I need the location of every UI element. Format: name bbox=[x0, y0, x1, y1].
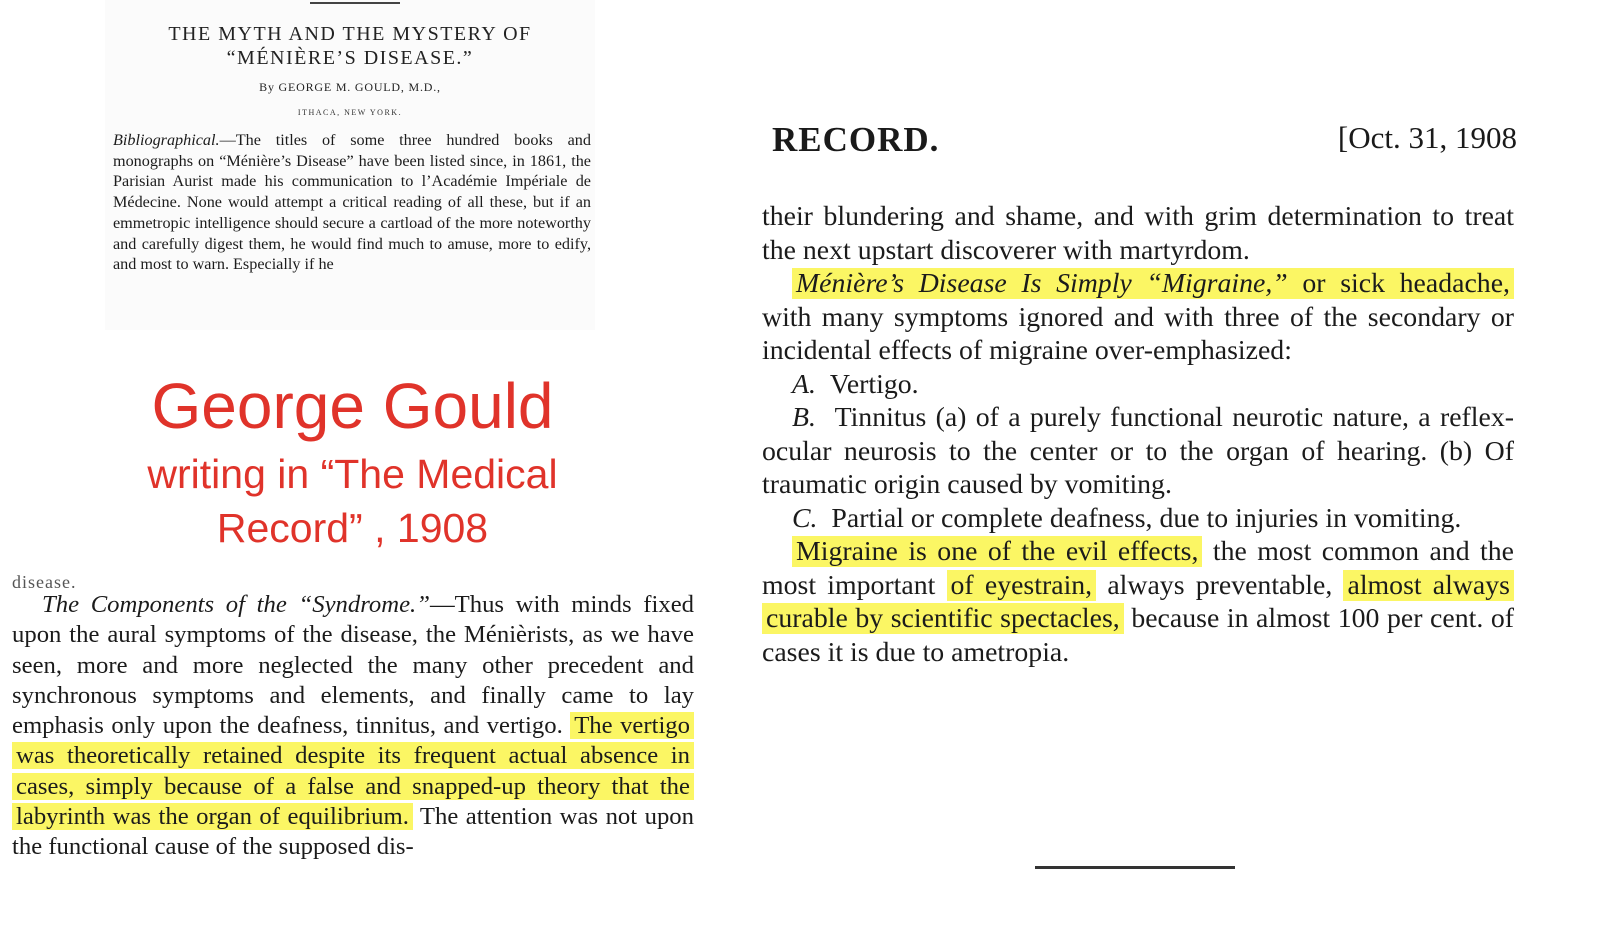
page-body bbox=[762, 200, 1514, 669]
thesis-highlight-rest: or sick headache, bbox=[1287, 268, 1510, 299]
journal-name: RECORD. bbox=[772, 120, 940, 159]
list-label-b: B. bbox=[792, 402, 816, 433]
list-item-a bbox=[762, 368, 1514, 402]
evil-effects-highlight: Migraine is one of the evil effects, bbox=[792, 536, 1202, 567]
eyestrain-text-3: because in almost 100 per cent. of cases it is due to ametropia. bbox=[762, 603, 1514, 668]
eyestrain-text-2: always preventable, bbox=[1096, 569, 1344, 601]
article-title bbox=[105, 22, 595, 70]
caption-line1: writing in “The Medical bbox=[147, 451, 558, 497]
list-label-a: A. bbox=[792, 368, 816, 400]
syndrome-text-2: The attention was not upon the functional cause of the supposed dis- bbox=[12, 803, 694, 861]
article-title-line2: “MÉNIÈRE’S DISEASE.” bbox=[226, 47, 474, 69]
article-byline: By GEORGE M. GOULD, M.D., bbox=[259, 80, 441, 94]
list-item-b bbox=[762, 401, 1514, 502]
syndrome-text-1: —Thus with minds fixed upon the aural symptoms of the disease, the Ménièrists, as we have seen, more and more neglected the many other precedent and synchronous symptoms and elements, and finally came to lay emphasis only upon the deafness, tinnitus, and vertigo. bbox=[12, 591, 694, 740]
thesis-highlight-italic: Ménière’s Disease Is Simply “Migraine,” bbox=[796, 268, 1288, 299]
bibliographical-lead: Bibliographical. bbox=[113, 131, 220, 149]
paragraph-martyrdom: their blundering and shame, and with grim determination to treat the next upstart discoverer with martyrdom. bbox=[762, 201, 1514, 266]
spectacles-highlight: almost always curable by scientific spectacles, bbox=[762, 570, 1514, 635]
caption bbox=[100, 365, 605, 555]
eyestrain-highlight: of eyestrain, bbox=[947, 570, 1097, 601]
list-text-c: Partial or complete deafness, due to injuries in vomiting. bbox=[831, 502, 1462, 534]
syndrome-lead: The Components of the “Syndrome.” bbox=[42, 591, 430, 618]
caption-name: George Gould bbox=[151, 370, 554, 442]
issue-date: [Oct. 31, 1908 bbox=[1337, 120, 1517, 155]
article-place: ITHACA, NEW YORK. bbox=[297, 108, 403, 117]
article-header-excerpt bbox=[105, 0, 595, 330]
cut-off-line: disease. bbox=[12, 572, 77, 592]
caption-line2: Record” , 1908 bbox=[216, 505, 489, 551]
thesis-highlight bbox=[792, 268, 1514, 299]
medical-record-page bbox=[745, 100, 1600, 944]
list-item-c bbox=[762, 502, 1514, 536]
eyestrain-text-1: the most common and the most important bbox=[762, 536, 1514, 601]
list-label-c: C. bbox=[792, 502, 818, 534]
article-title-line1: THE MYTH AND THE MYSTERY OF bbox=[168, 23, 532, 45]
bibliographical-paragraph bbox=[113, 130, 591, 275]
vertigo-highlight: The vertigo was theoretically retained despite its frequent actual absence in cases, simply because of a false and snapped-up theory that the labyrinth was the organ of equilibrium. bbox=[12, 712, 694, 830]
syndrome-paragraph bbox=[12, 590, 694, 863]
thesis-rest: with many symptoms ignored and with three of the secondary or incidental effects of migraine over-emphasized: bbox=[762, 301, 1514, 366]
bibliographical-text: —The titles of some three hundred books and monographs on “Ménière’s Disease” have been listed since, in 1861, the Parisian Aurist made his communication to l’Académie Impériale de Médecine. None would attempt a critical reading of all these, but if an emmetropic intelligence should secure a cartload of the more noteworthy and carefully digest them, he would find much to amuse, more to edify, and most to warn. Especially if he bbox=[113, 131, 591, 274]
paragraph-eyestrain bbox=[762, 535, 1514, 669]
paragraph-migraine-thesis bbox=[762, 267, 1514, 368]
header-rule bbox=[310, 2, 400, 4]
syndrome-excerpt bbox=[0, 570, 705, 944]
list-text-a: Vertigo. bbox=[829, 368, 919, 400]
end-rule bbox=[1035, 866, 1235, 869]
list-text-b: Tinnitus (a) of a purely functional neurotic nature, a reflex-ocular neurosis to the center or to the organ of hearing. (b) Of traumatic origin caused by vomiting. bbox=[762, 402, 1515, 500]
